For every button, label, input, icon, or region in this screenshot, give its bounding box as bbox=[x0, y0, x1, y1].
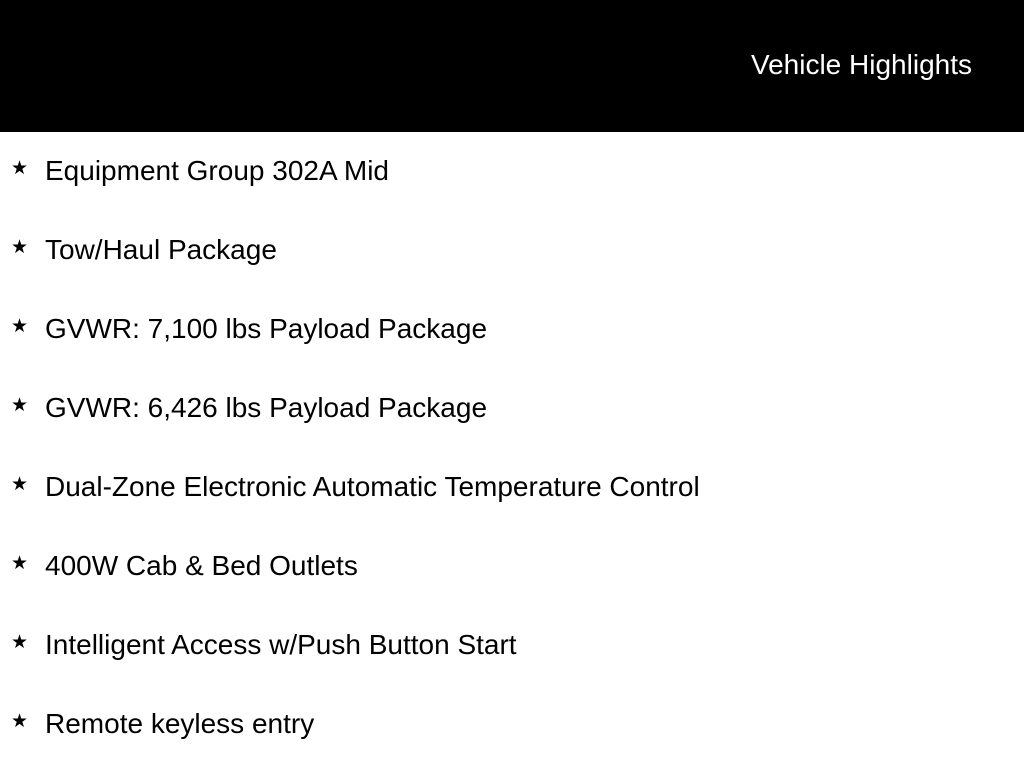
list-item-label: Dual-Zone Electronic Automatic Temperature Control bbox=[45, 471, 700, 502]
list-item bbox=[0, 290, 1024, 344]
list-item-label: Remote keyless entry bbox=[45, 708, 315, 739]
header-bar bbox=[0, 0, 1024, 132]
star-icon: ★ bbox=[11, 157, 29, 179]
star-icon: ★ bbox=[11, 315, 29, 337]
list-item bbox=[0, 606, 1024, 660]
star-icon: ★ bbox=[11, 473, 29, 495]
list-item bbox=[0, 132, 1024, 186]
list-item bbox=[0, 527, 1024, 581]
list-item-label: GVWR: 7,100 lbs Payload Package bbox=[45, 313, 488, 344]
list-item bbox=[0, 448, 1024, 502]
list-item-label: Equipment Group 302A Mid bbox=[45, 155, 389, 186]
list-item bbox=[0, 369, 1024, 423]
star-icon: ★ bbox=[11, 236, 29, 258]
list-item-label: Tow/Haul Package bbox=[45, 234, 277, 265]
list-item-label: 400W Cab & Bed Outlets bbox=[45, 550, 358, 581]
star-icon: ★ bbox=[11, 552, 29, 574]
star-icon: ★ bbox=[11, 394, 29, 416]
list-item-label: GVWR: 6,426 lbs Payload Package bbox=[45, 392, 488, 423]
list-item bbox=[0, 211, 1024, 265]
list-item-label: Intelligent Access w/Push Button Start bbox=[45, 629, 517, 660]
page-title: Vehicle Highlights bbox=[750, 49, 972, 80]
star-icon: ★ bbox=[11, 631, 29, 653]
star-icon: ★ bbox=[11, 710, 29, 732]
list-item bbox=[0, 685, 1024, 739]
